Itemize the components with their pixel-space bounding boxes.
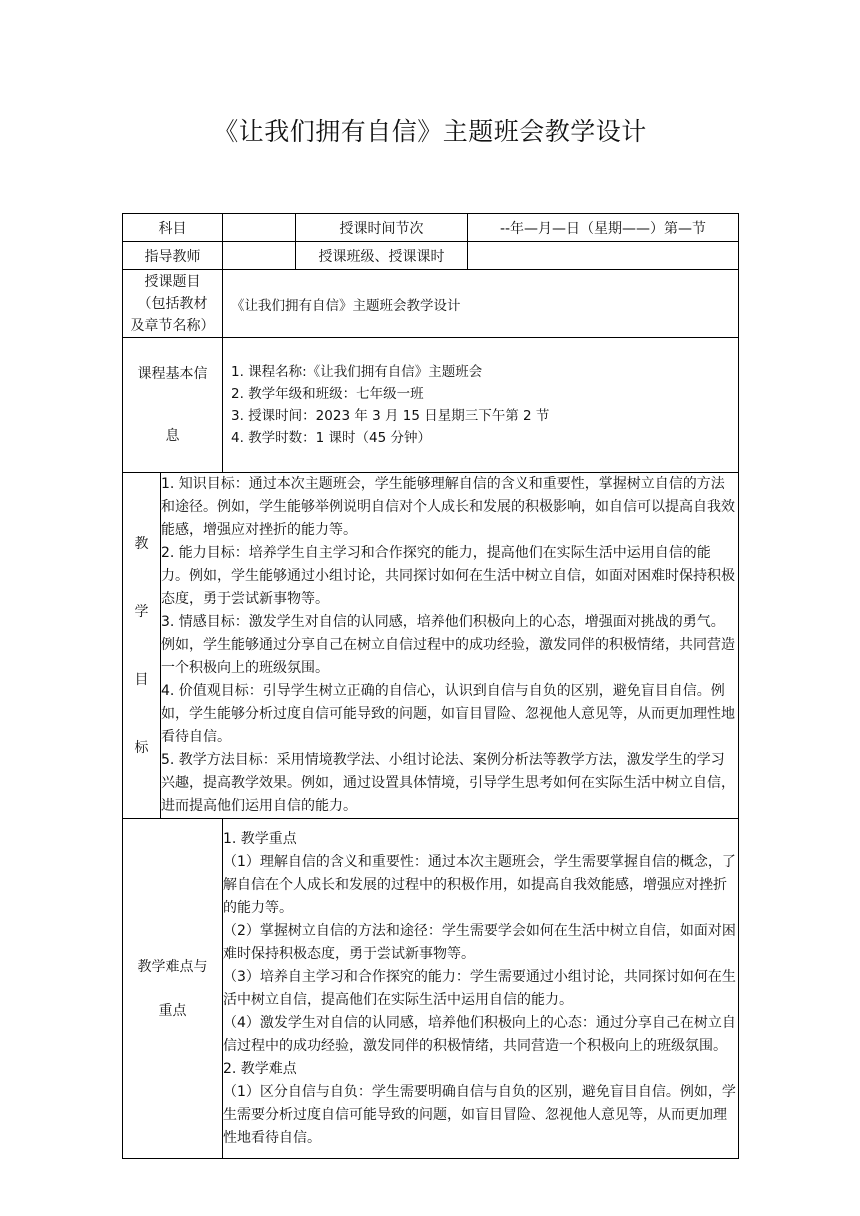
subject-value-cell	[223, 214, 296, 242]
topic-label-cell	[123, 270, 223, 338]
topic-value: 《让我们拥有自信》主题班会教学设计	[223, 270, 739, 338]
goal-paragraph: 1. 知识目标：通过本次主题班会，学生能够理解自信的含义和重要性，掌握树立自信的方法和途径。例如，学生能够举例说明自信对个人成长和发展的积极影响，如自信可以提高自我效能感，增强应对挫折的能力等。	[161, 476, 735, 538]
topic-label-line-3: 及章节名称）	[130, 317, 215, 334]
course-info-item: 2. 教学年级和班级：七年级一班	[231, 386, 424, 402]
goal-paragraph: 5. 教学方法目标：采用情境教学法、小组讨论法、案例分析法等教学方法，激发学生的学习兴趣，提高教学效果。例如，通过设置具体情境，引导学生思考如何在实际生活中树立自信，进而提高他们运用自信的能力。	[161, 752, 735, 814]
subject-label: 科目	[123, 214, 223, 242]
course-info-item: 4. 教学时数：1 课时（45 分钟）	[231, 430, 432, 446]
goal-paragraph: 4. 价值观目标：引导学生树立正确的自信心，认识到自信与自负的区别，避免盲目自信。例如，学生能够分析过度自信可能导致的问题，如盲目冒险、忽视他人意见等，从而更加理性地看待自信。	[161, 683, 735, 745]
goals-label-char: 标	[134, 739, 149, 756]
time-label: 授课时间节次	[296, 214, 468, 242]
teaching-goals-content	[161, 473, 739, 819]
course-info-item: 3. 授课时间：2023 年 3 月 15 日星期三下午第 2 节	[231, 408, 550, 424]
key-point-paragraph: （1）理解自信的含义和重要性：通过本次主题班会，学生需要掌握自信的概念，了解自信在个人成长和发展的过程中的积极作用，如提高自我效能感，增强应对挫折的能力等。	[223, 853, 736, 916]
class-label: 授课班级、授课课时	[296, 242, 468, 270]
key-points-label-cell	[123, 819, 223, 1159]
key-point-paragraph: 2. 教学难点	[223, 1060, 297, 1077]
row-subject	[123, 214, 739, 242]
row-teaching-goals	[123, 473, 739, 819]
course-info-item: 1. 课程名称:《让我们拥有自信》主题班会	[231, 364, 483, 380]
key-points-content	[223, 819, 739, 1159]
key-points-label-line-2: 重点	[158, 1002, 187, 1019]
key-point-paragraph: （3）培养自主学习和合作探究的能力：学生需要通过小组讨论，共同探讨如何在生活中树立自信，提高他们在实际生活中运用自信的能力。	[223, 968, 736, 1008]
goal-paragraph: 2. 能力目标：培养学生自主学习和合作探究的能力，提高他们在实际生活中运用自信的能力。例如，学生能够通过小组讨论，共同探讨如何在生活中树立自信，如面对困难时保持积极态度，勇于尝试新事物等。	[161, 545, 735, 607]
key-points-label-line-1: 教学难点与	[137, 958, 208, 975]
key-point-paragraph: （2）掌握树立自信的方法和途径：学生需要学会如何在生活中树立自信，如面对困难时保持积极态度，勇于尝试新事物等。	[223, 922, 736, 962]
row-topic	[123, 270, 739, 338]
goals-label-char: 目	[134, 671, 149, 688]
time-value: --年—月—日（星期——）第—节	[468, 214, 739, 242]
row-course-info	[123, 338, 739, 473]
topic-label-line-2: （包括教材	[137, 295, 208, 312]
course-info-label-line-1: 课程基本信	[137, 366, 208, 382]
row-key-points	[123, 819, 739, 1159]
page-title: 《让我们拥有自信》主题班会教学设计	[213, 117, 647, 146]
teaching-goals-label	[123, 473, 161, 819]
goals-label-char: 教	[134, 535, 149, 552]
course-info-label-cell	[123, 338, 223, 473]
course-info-list	[223, 338, 739, 473]
teacher-label: 指导教师	[123, 242, 223, 270]
course-info-label-line-2: 息	[165, 428, 180, 444]
key-point-paragraph: （4）激发学生对自信的认同感，培养他们积极向上的心态：通过分享自己在树立自信过程中的成功经验，激发同伴的积极情绪，共同营造一个积极向上的班级氛围。	[223, 1014, 736, 1054]
teacher-value-cell	[223, 242, 296, 270]
key-point-paragraph: 1. 教学重点	[223, 830, 297, 847]
goal-paragraph: 3. 情感目标：激发学生对自信的认同感，培养他们积极向上的心态，增强面对挑战的勇气。例如，学生能够通过分享自己在树立自信过程中的成功经验，激发同伴的积极情绪，共同营造一个积极向上的班级氛围。	[161, 614, 735, 676]
key-point-paragraph: （1）区分自信与自负：学生需要明确自信与自负的区别，避免盲目自信。例如，学生需要分析过度自信可能导致的问题，如盲目冒险、忽视他人意见等，从而更加理性地看待自信。	[223, 1083, 736, 1146]
goals-label-char: 学	[134, 603, 149, 620]
class-value-cell	[468, 242, 739, 270]
row-teacher	[123, 242, 739, 270]
topic-label-line-1: 授课题目	[144, 273, 201, 290]
lesson-plan-table	[122, 213, 739, 1159]
